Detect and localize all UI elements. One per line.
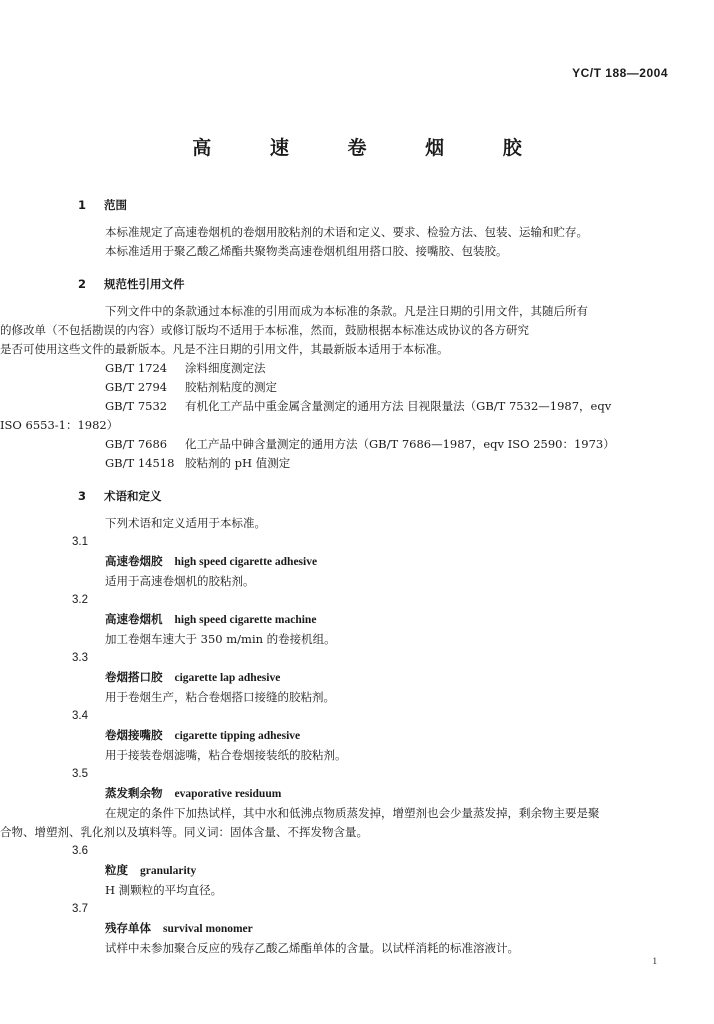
reference-item	[80, 397, 670, 416]
term-en: evaporative residuum	[174, 788, 282, 800]
term-number: 3.1	[72, 536, 88, 548]
term-heading	[80, 552, 670, 572]
paragraph-line: 是否可使用这些文件的最新版本。凡是不注日期的引用文件，其最新版本适用于本标准。	[0, 342, 449, 356]
reference-title: 有机化工产品中重金属含量测定的通用方法 目视限量法（GB/T 7532—1987，eqv	[185, 399, 612, 413]
section-number: 1	[78, 198, 87, 212]
reference-item	[80, 454, 670, 473]
reference-title: 胶粘剂的 pH 值测定	[185, 456, 291, 470]
reference-code: GB/T 1724	[105, 361, 168, 375]
paragraph-line: 下列文件中的条款通过本标准的引用而成为本标准的条款。凡是注日期的引用文件，其随后所有	[105, 304, 588, 318]
standard-code: YC/T 188—2004	[572, 66, 668, 80]
section-number: 3	[78, 489, 87, 503]
reference-code: GB/T 2794	[105, 380, 168, 394]
term-definition: 试样中未参加聚合反应的残存乙酸乙烯酯单体的含量。以试样消耗的标准溶液计。	[105, 941, 519, 955]
paragraph-line: 的修改单（不包括勘误的内容）或修订版均不适用于本标准，然而，鼓励根据本标准达成协议的各方研究	[0, 323, 529, 337]
term-en: cigarette lap adhesive	[174, 672, 281, 684]
paragraph: 下列术语和定义适用于本标准。	[105, 516, 266, 530]
term-number: 3.7	[72, 903, 88, 915]
document-body	[0, 196, 670, 958]
paragraph: 本标准规定了高速卷烟机的卷烟用胶粘剂的术语和定义、要求、检验方法、包装、运输和贮存。	[105, 225, 588, 239]
term-heading	[80, 726, 670, 746]
term-definition: H 測颗粒的平均直径。	[105, 883, 223, 897]
term-en: granularity	[140, 865, 197, 877]
term-heading	[80, 919, 670, 939]
term-number: 3.6	[72, 845, 88, 857]
term-cn: 粒度	[105, 863, 128, 877]
section-title: 术语和定义	[104, 489, 162, 503]
term-definition-continuation: 合物、增塑剂、乳化剂以及填料等。同义词：固体含量、不挥发物含量。	[0, 825, 368, 839]
term-heading	[80, 668, 670, 688]
term-number: 3.2	[72, 594, 88, 606]
reference-item	[80, 359, 670, 378]
term-definition: 用于卷烟生产，粘合卷烟搭口接缝的胶粘剂。	[105, 690, 335, 704]
term-cn: 蒸发剩余物	[105, 786, 163, 800]
term-definition: 用于接装卷烟滤嘴，粘合卷烟接装纸的胶粘剂。	[105, 748, 347, 762]
reference-code: GB/T 7532	[105, 399, 168, 413]
term-en: high speed cigarette adhesive	[174, 556, 318, 568]
reference-title: 涂料细度测定法	[185, 361, 266, 375]
reference-item	[80, 435, 670, 454]
term-cn: 高速卷烟机	[105, 612, 163, 626]
section-2-heading	[78, 275, 670, 294]
term-definition: 适用于高速卷烟机的胶粘剂。	[105, 574, 255, 588]
term-number: 3.5	[72, 768, 88, 780]
reference-code: GB/T 14518	[105, 456, 175, 470]
reference-item	[80, 378, 670, 397]
term-number: 3.4	[72, 710, 88, 722]
term-en: high speed cigarette machine	[174, 614, 317, 626]
reference-title: 化工产品中砷含量测定的通用方法（GB/T 7686—1987，eqv ISO 2590：1973）	[185, 437, 615, 451]
document-title: 高 速 卷 烟 胶	[192, 137, 548, 159]
section-title: 范围	[104, 198, 127, 212]
section-3-heading	[78, 487, 670, 506]
reference-continuation: ISO 6553-1：1982）	[0, 418, 119, 432]
reference-title: 胶粘剂粘度的测定	[185, 380, 277, 394]
term-cn: 高速卷烟胶	[105, 554, 163, 568]
section-1-heading	[78, 196, 670, 215]
term-en: cigarette tipping adhesive	[174, 730, 301, 742]
term-heading	[80, 610, 670, 630]
page-number: 1	[652, 956, 657, 966]
term-heading	[80, 861, 670, 881]
term-cn: 卷烟搭口胶	[105, 670, 163, 684]
term-heading	[80, 784, 670, 804]
reference-code: GB/T 7686	[105, 437, 168, 451]
term-number: 3.3	[72, 652, 88, 664]
paragraph: 本标准适用于聚乙酸乙烯酯共聚物类高速卷烟机组用搭口胶、接嘴胶、包装胶。	[105, 244, 508, 258]
term-cn: 卷烟接嘴胶	[105, 728, 163, 742]
term-cn: 残存单体	[105, 921, 151, 935]
term-definition: 加工卷烟车速大于 350 m/min 的卷接机组。	[105, 632, 336, 646]
term-en: survival monomer	[163, 923, 253, 935]
section-title: 规范性引用文件	[104, 277, 185, 291]
section-number: 2	[78, 277, 87, 291]
term-definition: 在规定的条件下加热试样，其中水和低沸点物质蒸发掉，增塑剂也会少量蒸发掉，剩余物主要是聚	[105, 806, 600, 820]
